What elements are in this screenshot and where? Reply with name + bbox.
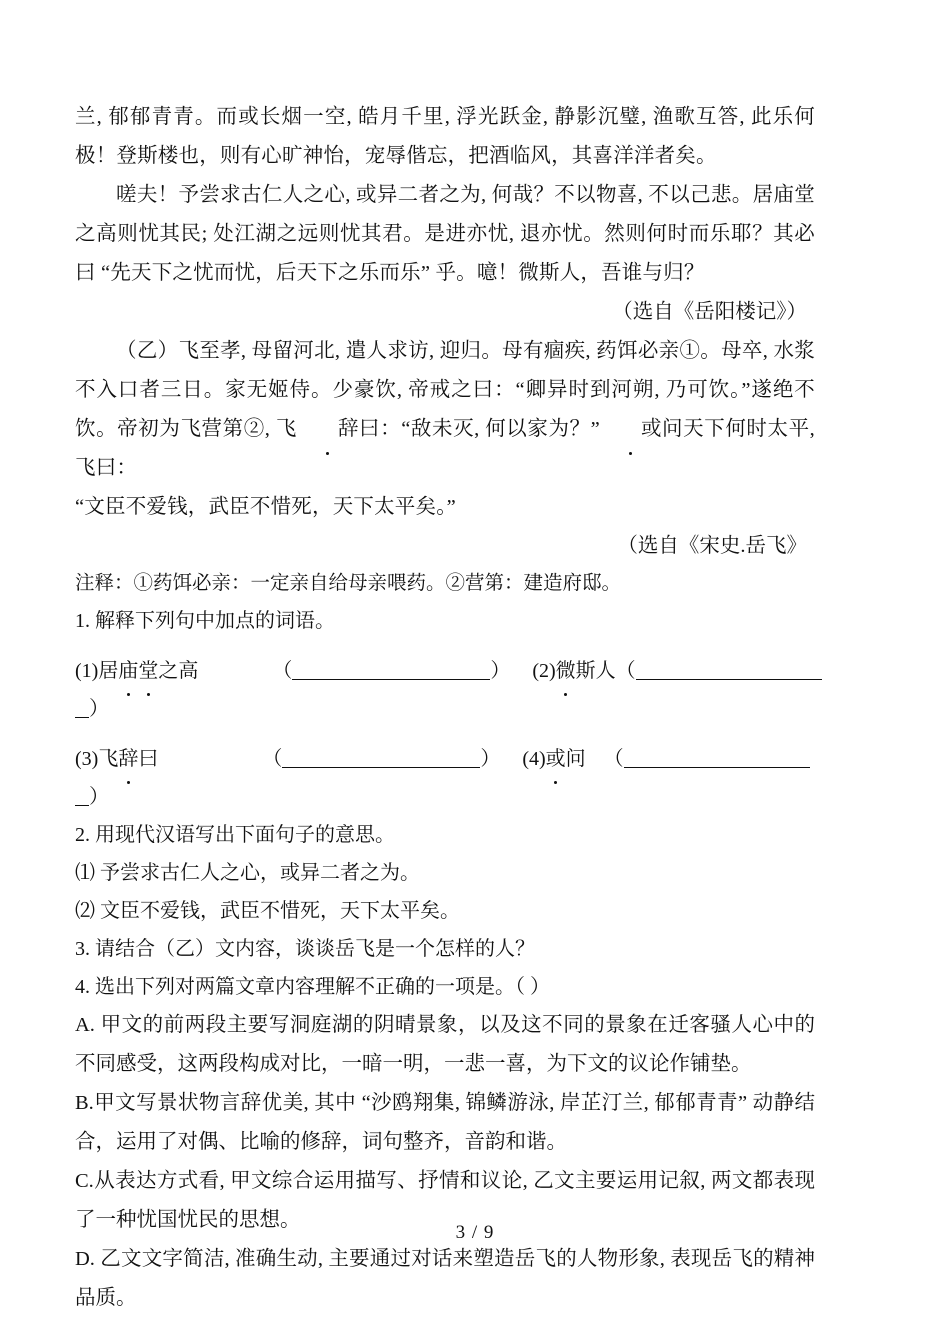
spacer <box>75 728 815 740</box>
question-4-heading <box>75 968 815 1006</box>
q1-item2-label: (2) <box>532 660 556 682</box>
question-1-number: 1. <box>75 610 90 632</box>
q1-item2-text-after: 斯人 <box>575 660 616 682</box>
q1-item3-text-before: 飞 <box>98 748 119 770</box>
question-3-heading <box>75 930 815 968</box>
passage-b-body-tail: 问天下何时太平, 飞曰： <box>75 418 815 479</box>
q2-item1-label: ⑴ <box>75 862 95 884</box>
q1-item4-dot-1: 或 <box>546 740 566 778</box>
option-b-text: 甲文写景状物言辞优美, 其中 “沙鸥翔集, 锦鳞游泳, 岸芷汀兰, 郁郁青青” 动静结合，运用了对偶、比喻的修辞，词句整齐，音韵和谐。 <box>75 1092 815 1153</box>
passage-b-paragraph <box>75 332 815 488</box>
question-1-heading <box>75 602 815 640</box>
q1-answer-blank-2[interactable] <box>636 664 822 680</box>
passage-b-label: （乙） <box>116 340 179 362</box>
passage-a-citation: （选自《岳阳楼记》） <box>612 301 807 323</box>
option-b-letter: B. <box>75 1092 94 1114</box>
question-2-prompt: 用现代汉语写出下面句子的意思。 <box>95 824 395 846</box>
option-d-letter: D. <box>75 1248 95 1270</box>
q1-item2-dot-1: 微 <box>556 652 576 690</box>
dotted-char-huo: 或 <box>600 410 662 449</box>
q2-item2-text: 文臣不爱钱，武臣不惜死，天下太平矣。 <box>100 900 460 922</box>
passage-a-paragraph-1: 兰, 郁郁青青。而或长烟一空, 皓月千里, 浮光跃金, 静影沉璧, 渔歌互答, 此乐何极！登斯楼也，则有心旷神怡，宠辱偕忘，把酒临风，其喜洋洋者矣。 <box>75 106 815 167</box>
question-1-item-row-2: (3)飞辞曰 （ ） (4)或问 （ <box>75 740 815 778</box>
q2-item1-text: 予尝求古仁人之心，或异二者之为。 <box>100 862 420 884</box>
q1-item3-dot-1: 辞 <box>118 740 138 778</box>
q1-answer-blank-1[interactable] <box>292 664 490 680</box>
q1-item4-label: (4) <box>522 748 546 770</box>
option-a-letter: A. <box>75 1014 95 1036</box>
option-c-text: 从表达方式看, 甲文综合运用描写、抒情和议论, 乙文主要运用记叙, 两文都表现了一种忧国忧民的思想。 <box>75 1170 815 1231</box>
q1-item1-dot-1: 庙 <box>118 652 138 690</box>
question-3-number: 3. <box>75 938 90 960</box>
q1-blank-2-continuation: ） <box>75 690 815 728</box>
question-2-heading <box>75 816 815 854</box>
q1-item1-text-after: 之高 <box>158 660 199 682</box>
q2-item2-label: ⑵ <box>75 900 95 922</box>
q1-blank-4-continuation: ） <box>75 778 815 816</box>
question-2-number: 2. <box>75 824 90 846</box>
q1-item1-dot-2: 堂 <box>138 652 158 690</box>
question-4-prompt: 选出下列对两篇文章内容理解不正确的一项是。（ ） <box>95 976 550 998</box>
passage-a-paragraph-2: 嗟夫！予尝求古仁人之心, 或异二者之为, 何哉？不以物喜, 不以己悲。居庙堂之高则忧其民; 处江湖之远则忧其君。是进亦忧, 退亦忧。然则何时而乐耶？其必曰 “先天下之忧而忧，后天下之乐而乐” 乎。噫！微斯人，吾谁与归？ <box>75 184 815 284</box>
option-a[interactable] <box>75 1006 815 1084</box>
passage-b-citation: （选自《宋史.岳飞》 <box>617 535 807 557</box>
question-2-item-2 <box>75 892 815 930</box>
page-number: 3 / 9 <box>455 1222 495 1243</box>
dotted-char-ci: 辞 <box>297 410 359 449</box>
passage-b-body: 飞至孝, 母留河北, 遣人求访, 迎归。母有痼疾, 药饵必亲①。母卒, 水浆不入口者三日。家无姬侍。少豪饮, 帝戒之曰：“卿异时到河朔, 乃可饮。”遂绝不饮。帝初为飞营第②, 飞 <box>75 340 815 440</box>
option-a-text: 甲文的前两段主要写洞庭湖的阴晴景象，以及这不同的景象在迁客骚人心中的不同感受，这两段构成对比，一暗一明，一悲一喜，为下文的议论作铺垫。 <box>75 1014 816 1075</box>
q1-answer-blank-3[interactable] <box>282 752 480 768</box>
q1-item1-label: (1) <box>75 660 99 682</box>
q1-item1-text-before: 居 <box>98 660 119 682</box>
question-2-item-1 <box>75 854 815 892</box>
question-1-prompt: 解释下列句中加点的词语。 <box>95 610 335 632</box>
question-1-item-row-1: (1)居庙堂之高 （ ） (2)微斯人（ <box>75 652 815 690</box>
passage-b-quote-line: “文臣不爱钱，武臣不惜死，天下太平矣。” <box>75 496 456 518</box>
passage-b-body-mid: 曰：“敌未灭, 何以家为？” <box>358 418 600 440</box>
footnotes: 注释：①药饵必亲：一定亲自给母亲喂药。②营第：建造府邸。 <box>75 573 622 594</box>
q1-item4-text-after: 问 <box>565 748 586 770</box>
option-d-text: 乙文文字简洁, 准确生动, 主要通过对话来塑造岳飞的人物形象, 表现岳飞的精神品质。 <box>75 1248 816 1309</box>
option-d[interactable] <box>75 1240 815 1318</box>
q1-item3-text-after: 曰 <box>138 748 159 770</box>
spacer <box>75 640 815 652</box>
q1-item3-label: (3) <box>75 748 99 770</box>
page-content <box>75 98 815 1318</box>
option-b[interactable] <box>75 1084 815 1162</box>
question-3-prompt: 请结合（乙）文内容，谈谈岳飞是一个怎样的人？ <box>95 938 535 960</box>
question-4-number: 4. <box>75 976 90 998</box>
option-c-letter: C. <box>75 1170 94 1192</box>
q1-answer-blank-4[interactable] <box>624 752 810 768</box>
